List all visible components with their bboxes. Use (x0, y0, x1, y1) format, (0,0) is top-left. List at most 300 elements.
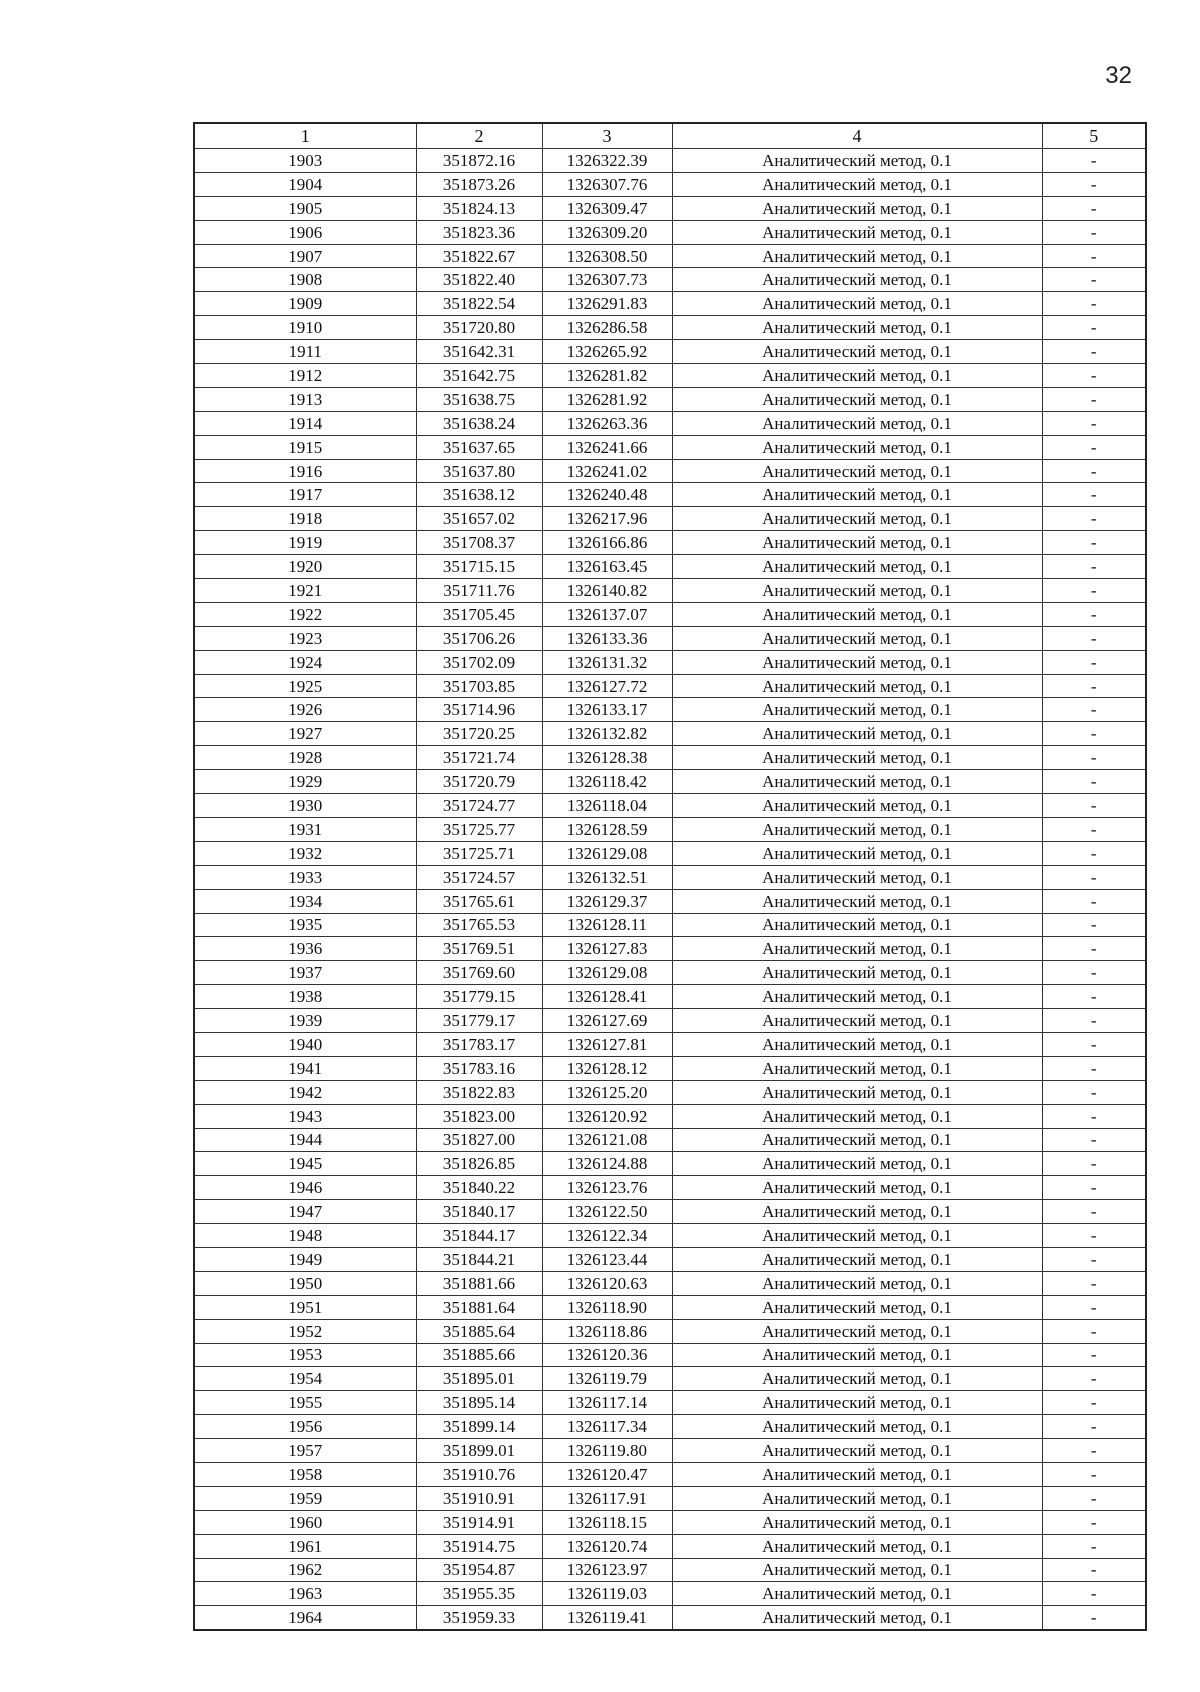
description-cell: - (1042, 507, 1146, 531)
method-cell: Аналитический метод, 0.1 (672, 913, 1042, 937)
table-row (194, 531, 1146, 555)
description-cell: - (1042, 817, 1146, 841)
point-number-cell: 1961 (194, 1534, 416, 1558)
point-number-cell: 1941 (194, 1056, 416, 1080)
description-cell: - (1042, 579, 1146, 603)
point-number-cell: 1953 (194, 1343, 416, 1367)
y-coordinate-cell: 1326133.36 (542, 626, 672, 650)
method-cell: Аналитический метод, 0.1 (672, 1176, 1042, 1200)
y-coordinate-cell: 1326281.92 (542, 387, 672, 411)
point-number-cell: 1911 (194, 340, 416, 364)
x-coordinate-cell: 351725.71 (416, 841, 542, 865)
x-coordinate-cell: 351721.74 (416, 746, 542, 770)
description-cell: - (1042, 1367, 1146, 1391)
point-number-cell: 1926 (194, 698, 416, 722)
method-cell: Аналитический метод, 0.1 (672, 531, 1042, 555)
y-coordinate-cell: 1326122.34 (542, 1224, 672, 1248)
point-number-cell: 1906 (194, 220, 416, 244)
x-coordinate-cell: 351720.80 (416, 316, 542, 340)
method-cell: Аналитический метод, 0.1 (672, 794, 1042, 818)
table-row (194, 1176, 1146, 1200)
method-cell: Аналитический метод, 0.1 (672, 1009, 1042, 1033)
method-cell: Аналитический метод, 0.1 (672, 196, 1042, 220)
description-cell: - (1042, 698, 1146, 722)
point-number-cell: 1930 (194, 794, 416, 818)
x-coordinate-cell: 351873.26 (416, 172, 542, 196)
point-number-cell: 1922 (194, 602, 416, 626)
description-cell: - (1042, 722, 1146, 746)
description-cell: - (1042, 985, 1146, 1009)
x-coordinate-cell: 351657.02 (416, 507, 542, 531)
y-coordinate-cell: 1326133.17 (542, 698, 672, 722)
point-number-cell: 1934 (194, 889, 416, 913)
y-coordinate-cell: 1326309.20 (542, 220, 672, 244)
point-number-cell: 1908 (194, 268, 416, 292)
table-row (194, 196, 1146, 220)
x-coordinate-cell: 351899.14 (416, 1415, 542, 1439)
y-coordinate-cell: 1326128.41 (542, 985, 672, 1009)
table-row (194, 1319, 1146, 1343)
x-coordinate-cell: 351822.54 (416, 292, 542, 316)
table-row (194, 483, 1146, 507)
description-cell: - (1042, 316, 1146, 340)
description-cell: - (1042, 1415, 1146, 1439)
x-coordinate-cell: 351705.45 (416, 602, 542, 626)
y-coordinate-cell: 1326308.50 (542, 244, 672, 268)
table-row (194, 1247, 1146, 1271)
x-coordinate-cell: 351642.75 (416, 364, 542, 388)
description-cell: - (1042, 1582, 1146, 1606)
method-cell: Аналитический метод, 0.1 (672, 507, 1042, 531)
method-cell: Аналитический метод, 0.1 (672, 841, 1042, 865)
description-cell: - (1042, 1152, 1146, 1176)
point-number-cell: 1945 (194, 1152, 416, 1176)
y-coordinate-cell: 1326127.83 (542, 937, 672, 961)
point-number-cell: 1931 (194, 817, 416, 841)
description-cell: - (1042, 1391, 1146, 1415)
column-header-3: 3 (542, 123, 672, 149)
point-number-cell: 1932 (194, 841, 416, 865)
description-cell: - (1042, 961, 1146, 985)
method-cell: Аналитический метод, 0.1 (672, 674, 1042, 698)
method-cell: Аналитический метод, 0.1 (672, 1486, 1042, 1510)
description-cell: - (1042, 1128, 1146, 1152)
point-number-cell: 1904 (194, 172, 416, 196)
description-cell: - (1042, 244, 1146, 268)
table-row (194, 889, 1146, 913)
table-row (194, 172, 1146, 196)
table-row (194, 1343, 1146, 1367)
x-coordinate-cell: 351720.79 (416, 770, 542, 794)
x-coordinate-cell: 351638.12 (416, 483, 542, 507)
table-row (194, 913, 1146, 937)
x-coordinate-cell: 351779.17 (416, 1009, 542, 1033)
table-row (194, 292, 1146, 316)
y-coordinate-cell: 1326120.74 (542, 1534, 672, 1558)
point-number-cell: 1937 (194, 961, 416, 985)
method-cell: Аналитический метод, 0.1 (672, 1582, 1042, 1606)
table-row (194, 1606, 1146, 1630)
method-cell: Аналитический метод, 0.1 (672, 268, 1042, 292)
point-number-cell: 1952 (194, 1319, 416, 1343)
point-number-cell: 1942 (194, 1080, 416, 1104)
table-row (194, 1367, 1146, 1391)
table-row (194, 698, 1146, 722)
method-cell: Аналитический метод, 0.1 (672, 1510, 1042, 1534)
point-number-cell: 1951 (194, 1295, 416, 1319)
y-coordinate-cell: 1326120.63 (542, 1271, 672, 1295)
description-cell: - (1042, 1032, 1146, 1056)
method-cell: Аналитический метод, 0.1 (672, 1367, 1042, 1391)
point-number-cell: 1912 (194, 364, 416, 388)
point-number-cell: 1933 (194, 865, 416, 889)
point-number-cell: 1909 (194, 292, 416, 316)
method-cell: Аналитический метод, 0.1 (672, 340, 1042, 364)
y-coordinate-cell: 1326125.20 (542, 1080, 672, 1104)
description-cell: - (1042, 674, 1146, 698)
point-number-cell: 1905 (194, 196, 416, 220)
method-cell: Аналитический метод, 0.1 (672, 1462, 1042, 1486)
point-number-cell: 1910 (194, 316, 416, 340)
description-cell: - (1042, 531, 1146, 555)
method-cell: Аналитический метод, 0.1 (672, 483, 1042, 507)
x-coordinate-cell: 351910.91 (416, 1486, 542, 1510)
description-cell: - (1042, 770, 1146, 794)
table-row (194, 316, 1146, 340)
x-coordinate-cell: 351885.66 (416, 1343, 542, 1367)
y-coordinate-cell: 1326291.83 (542, 292, 672, 316)
description-cell: - (1042, 196, 1146, 220)
table-row (194, 1295, 1146, 1319)
point-number-cell: 1963 (194, 1582, 416, 1606)
y-coordinate-cell: 1326307.73 (542, 268, 672, 292)
y-coordinate-cell: 1326132.82 (542, 722, 672, 746)
description-cell: - (1042, 1319, 1146, 1343)
method-cell: Аналитический метод, 0.1 (672, 459, 1042, 483)
x-coordinate-cell: 351959.33 (416, 1606, 542, 1630)
method-cell: Аналитический метод, 0.1 (672, 1247, 1042, 1271)
x-coordinate-cell: 351899.01 (416, 1439, 542, 1463)
method-cell: Аналитический метод, 0.1 (672, 149, 1042, 173)
y-coordinate-cell: 1326123.76 (542, 1176, 672, 1200)
x-coordinate-cell: 351824.13 (416, 196, 542, 220)
method-cell: Аналитический метод, 0.1 (672, 1152, 1042, 1176)
method-cell: Аналитический метод, 0.1 (672, 555, 1042, 579)
description-cell: - (1042, 483, 1146, 507)
description-cell: - (1042, 626, 1146, 650)
x-coordinate-cell: 351779.15 (416, 985, 542, 1009)
table-row (194, 650, 1146, 674)
description-cell: - (1042, 1176, 1146, 1200)
method-cell: Аналитический метод, 0.1 (672, 387, 1042, 411)
point-number-cell: 1954 (194, 1367, 416, 1391)
table-row (194, 1224, 1146, 1248)
description-cell: - (1042, 411, 1146, 435)
description-cell: - (1042, 1462, 1146, 1486)
y-coordinate-cell: 1326124.88 (542, 1152, 672, 1176)
table-header (194, 123, 1146, 149)
table-row (194, 411, 1146, 435)
method-cell: Аналитический метод, 0.1 (672, 1128, 1042, 1152)
description-cell: - (1042, 555, 1146, 579)
x-coordinate-cell: 351840.22 (416, 1176, 542, 1200)
point-number-cell: 1947 (194, 1200, 416, 1224)
x-coordinate-cell: 351914.75 (416, 1534, 542, 1558)
table-row (194, 1415, 1146, 1439)
table-row (194, 435, 1146, 459)
x-coordinate-cell: 351769.60 (416, 961, 542, 985)
description-cell: - (1042, 650, 1146, 674)
y-coordinate-cell: 1326119.80 (542, 1439, 672, 1463)
method-cell: Аналитический метод, 0.1 (672, 1032, 1042, 1056)
description-cell: - (1042, 268, 1146, 292)
y-coordinate-cell: 1326123.97 (542, 1558, 672, 1582)
table-row (194, 770, 1146, 794)
y-coordinate-cell: 1326117.14 (542, 1391, 672, 1415)
x-coordinate-cell: 351714.96 (416, 698, 542, 722)
y-coordinate-cell: 1326281.82 (542, 364, 672, 388)
point-number-cell: 1919 (194, 531, 416, 555)
point-number-cell: 1924 (194, 650, 416, 674)
table-row (194, 1056, 1146, 1080)
method-cell: Аналитический метод, 0.1 (672, 1056, 1042, 1080)
point-number-cell: 1918 (194, 507, 416, 531)
x-coordinate-cell: 351715.15 (416, 555, 542, 579)
point-number-cell: 1925 (194, 674, 416, 698)
table-row (194, 555, 1146, 579)
description-cell: - (1042, 340, 1146, 364)
y-coordinate-cell: 1326119.79 (542, 1367, 672, 1391)
y-coordinate-cell: 1326265.92 (542, 340, 672, 364)
point-number-cell: 1957 (194, 1439, 416, 1463)
table-row (194, 459, 1146, 483)
table-row (194, 1080, 1146, 1104)
point-number-cell: 1949 (194, 1247, 416, 1271)
table-row (194, 1009, 1146, 1033)
point-number-cell: 1944 (194, 1128, 416, 1152)
point-number-cell: 1916 (194, 459, 416, 483)
point-number-cell: 1938 (194, 985, 416, 1009)
method-cell: Аналитический метод, 0.1 (672, 746, 1042, 770)
description-cell: - (1042, 1606, 1146, 1630)
description-cell: - (1042, 937, 1146, 961)
x-coordinate-cell: 351765.61 (416, 889, 542, 913)
x-coordinate-cell: 351895.01 (416, 1367, 542, 1391)
y-coordinate-cell: 1326307.76 (542, 172, 672, 196)
y-coordinate-cell: 1326241.66 (542, 435, 672, 459)
method-cell: Аналитический метод, 0.1 (672, 435, 1042, 459)
x-coordinate-cell: 351765.53 (416, 913, 542, 937)
description-cell: - (1042, 602, 1146, 626)
description-cell: - (1042, 746, 1146, 770)
x-coordinate-cell: 351783.16 (416, 1056, 542, 1080)
y-coordinate-cell: 1326127.69 (542, 1009, 672, 1033)
method-cell: Аналитический метод, 0.1 (672, 1558, 1042, 1582)
y-coordinate-cell: 1326240.48 (542, 483, 672, 507)
point-number-cell: 1915 (194, 435, 416, 459)
y-coordinate-cell: 1326309.47 (542, 196, 672, 220)
method-cell: Аналитический метод, 0.1 (672, 1439, 1042, 1463)
y-coordinate-cell: 1326118.86 (542, 1319, 672, 1343)
x-coordinate-cell: 351711.76 (416, 579, 542, 603)
y-coordinate-cell: 1326137.07 (542, 602, 672, 626)
table-row (194, 1510, 1146, 1534)
point-number-cell: 1950 (194, 1271, 416, 1295)
x-coordinate-cell: 351827.00 (416, 1128, 542, 1152)
x-coordinate-cell: 351881.66 (416, 1271, 542, 1295)
table-row (194, 961, 1146, 985)
x-coordinate-cell: 351637.80 (416, 459, 542, 483)
y-coordinate-cell: 1326127.72 (542, 674, 672, 698)
y-coordinate-cell: 1326118.04 (542, 794, 672, 818)
x-coordinate-cell: 351642.31 (416, 340, 542, 364)
column-header-1: 1 (194, 123, 416, 149)
table-row (194, 722, 1146, 746)
y-coordinate-cell: 1326132.51 (542, 865, 672, 889)
y-coordinate-cell: 1326131.32 (542, 650, 672, 674)
method-cell: Аналитический метод, 0.1 (672, 817, 1042, 841)
x-coordinate-cell: 351724.57 (416, 865, 542, 889)
x-coordinate-cell: 351840.17 (416, 1200, 542, 1224)
y-coordinate-cell: 1326123.44 (542, 1247, 672, 1271)
table-row (194, 579, 1146, 603)
y-coordinate-cell: 1326117.91 (542, 1486, 672, 1510)
method-cell: Аналитический метод, 0.1 (672, 364, 1042, 388)
x-coordinate-cell: 351823.00 (416, 1104, 542, 1128)
point-number-cell: 1920 (194, 555, 416, 579)
description-cell: - (1042, 1510, 1146, 1534)
coordinates-table (193, 122, 1147, 1631)
description-cell: - (1042, 1295, 1146, 1319)
y-coordinate-cell: 1326127.81 (542, 1032, 672, 1056)
method-cell: Аналитический метод, 0.1 (672, 650, 1042, 674)
description-cell: - (1042, 1439, 1146, 1463)
x-coordinate-cell: 351720.25 (416, 722, 542, 746)
description-cell: - (1042, 172, 1146, 196)
method-cell: Аналитический метод, 0.1 (672, 172, 1042, 196)
table-row (194, 817, 1146, 841)
method-cell: Аналитический метод, 0.1 (672, 220, 1042, 244)
point-number-cell: 1939 (194, 1009, 416, 1033)
description-cell: - (1042, 1224, 1146, 1248)
table-row (194, 602, 1146, 626)
y-coordinate-cell: 1326217.96 (542, 507, 672, 531)
table-row (194, 841, 1146, 865)
method-cell: Аналитический метод, 0.1 (672, 1295, 1042, 1319)
method-cell: Аналитический метод, 0.1 (672, 1319, 1042, 1343)
description-cell: - (1042, 1558, 1146, 1582)
table-row (194, 985, 1146, 1009)
x-coordinate-cell: 351708.37 (416, 531, 542, 555)
table-row (194, 507, 1146, 531)
description-cell: - (1042, 1247, 1146, 1271)
x-coordinate-cell: 351881.64 (416, 1295, 542, 1319)
description-cell: - (1042, 364, 1146, 388)
x-coordinate-cell: 351702.09 (416, 650, 542, 674)
method-cell: Аналитический метод, 0.1 (672, 961, 1042, 985)
description-cell: - (1042, 1486, 1146, 1510)
table-row (194, 340, 1146, 364)
table-row (194, 1104, 1146, 1128)
y-coordinate-cell: 1326120.92 (542, 1104, 672, 1128)
method-cell: Аналитический метод, 0.1 (672, 1200, 1042, 1224)
y-coordinate-cell: 1326128.12 (542, 1056, 672, 1080)
table-row (194, 387, 1146, 411)
description-cell: - (1042, 435, 1146, 459)
method-cell: Аналитический метод, 0.1 (672, 1271, 1042, 1295)
table-row (194, 149, 1146, 173)
y-coordinate-cell: 1326129.08 (542, 961, 672, 985)
description-cell: - (1042, 865, 1146, 889)
point-number-cell: 1958 (194, 1462, 416, 1486)
method-cell: Аналитический метод, 0.1 (672, 579, 1042, 603)
description-cell: - (1042, 794, 1146, 818)
point-number-cell: 1962 (194, 1558, 416, 1582)
x-coordinate-cell: 351638.24 (416, 411, 542, 435)
table-row (194, 937, 1146, 961)
method-cell: Аналитический метод, 0.1 (672, 1224, 1042, 1248)
column-header-5: 5 (1042, 123, 1146, 149)
table-row (194, 746, 1146, 770)
description-cell: - (1042, 1200, 1146, 1224)
point-number-cell: 1903 (194, 149, 416, 173)
table-body (194, 149, 1146, 1631)
y-coordinate-cell: 1326118.15 (542, 1510, 672, 1534)
y-coordinate-cell: 1326120.36 (542, 1343, 672, 1367)
method-cell: Аналитический метод, 0.1 (672, 865, 1042, 889)
x-coordinate-cell: 351823.36 (416, 220, 542, 244)
description-cell: - (1042, 1080, 1146, 1104)
point-number-cell: 1948 (194, 1224, 416, 1248)
point-number-cell: 1921 (194, 579, 416, 603)
x-coordinate-cell: 351954.87 (416, 1558, 542, 1582)
description-cell: - (1042, 1056, 1146, 1080)
method-cell: Аналитический метод, 0.1 (672, 937, 1042, 961)
table-row (194, 626, 1146, 650)
y-coordinate-cell: 1326118.42 (542, 770, 672, 794)
x-coordinate-cell: 351822.83 (416, 1080, 542, 1104)
x-coordinate-cell: 351706.26 (416, 626, 542, 650)
table-row (194, 1271, 1146, 1295)
point-number-cell: 1956 (194, 1415, 416, 1439)
x-coordinate-cell: 351914.91 (416, 1510, 542, 1534)
table-row (194, 1200, 1146, 1224)
y-coordinate-cell: 1326128.38 (542, 746, 672, 770)
table-row (194, 1391, 1146, 1415)
description-cell: - (1042, 149, 1146, 173)
method-cell: Аналитический метод, 0.1 (672, 1343, 1042, 1367)
x-coordinate-cell: 351769.51 (416, 937, 542, 961)
y-coordinate-cell: 1326263.36 (542, 411, 672, 435)
table-row (194, 244, 1146, 268)
description-cell: - (1042, 459, 1146, 483)
table-row (194, 1439, 1146, 1463)
description-cell: - (1042, 1534, 1146, 1558)
y-coordinate-cell: 1326163.45 (542, 555, 672, 579)
method-cell: Аналитический метод, 0.1 (672, 411, 1042, 435)
point-number-cell: 1907 (194, 244, 416, 268)
point-number-cell: 1946 (194, 1176, 416, 1200)
y-coordinate-cell: 1326322.39 (542, 149, 672, 173)
table-row (194, 364, 1146, 388)
point-number-cell: 1929 (194, 770, 416, 794)
y-coordinate-cell: 1326119.03 (542, 1582, 672, 1606)
point-number-cell: 1940 (194, 1032, 416, 1056)
x-coordinate-cell: 351955.35 (416, 1582, 542, 1606)
point-number-cell: 1917 (194, 483, 416, 507)
description-cell: - (1042, 292, 1146, 316)
method-cell: Аналитический метод, 0.1 (672, 292, 1042, 316)
